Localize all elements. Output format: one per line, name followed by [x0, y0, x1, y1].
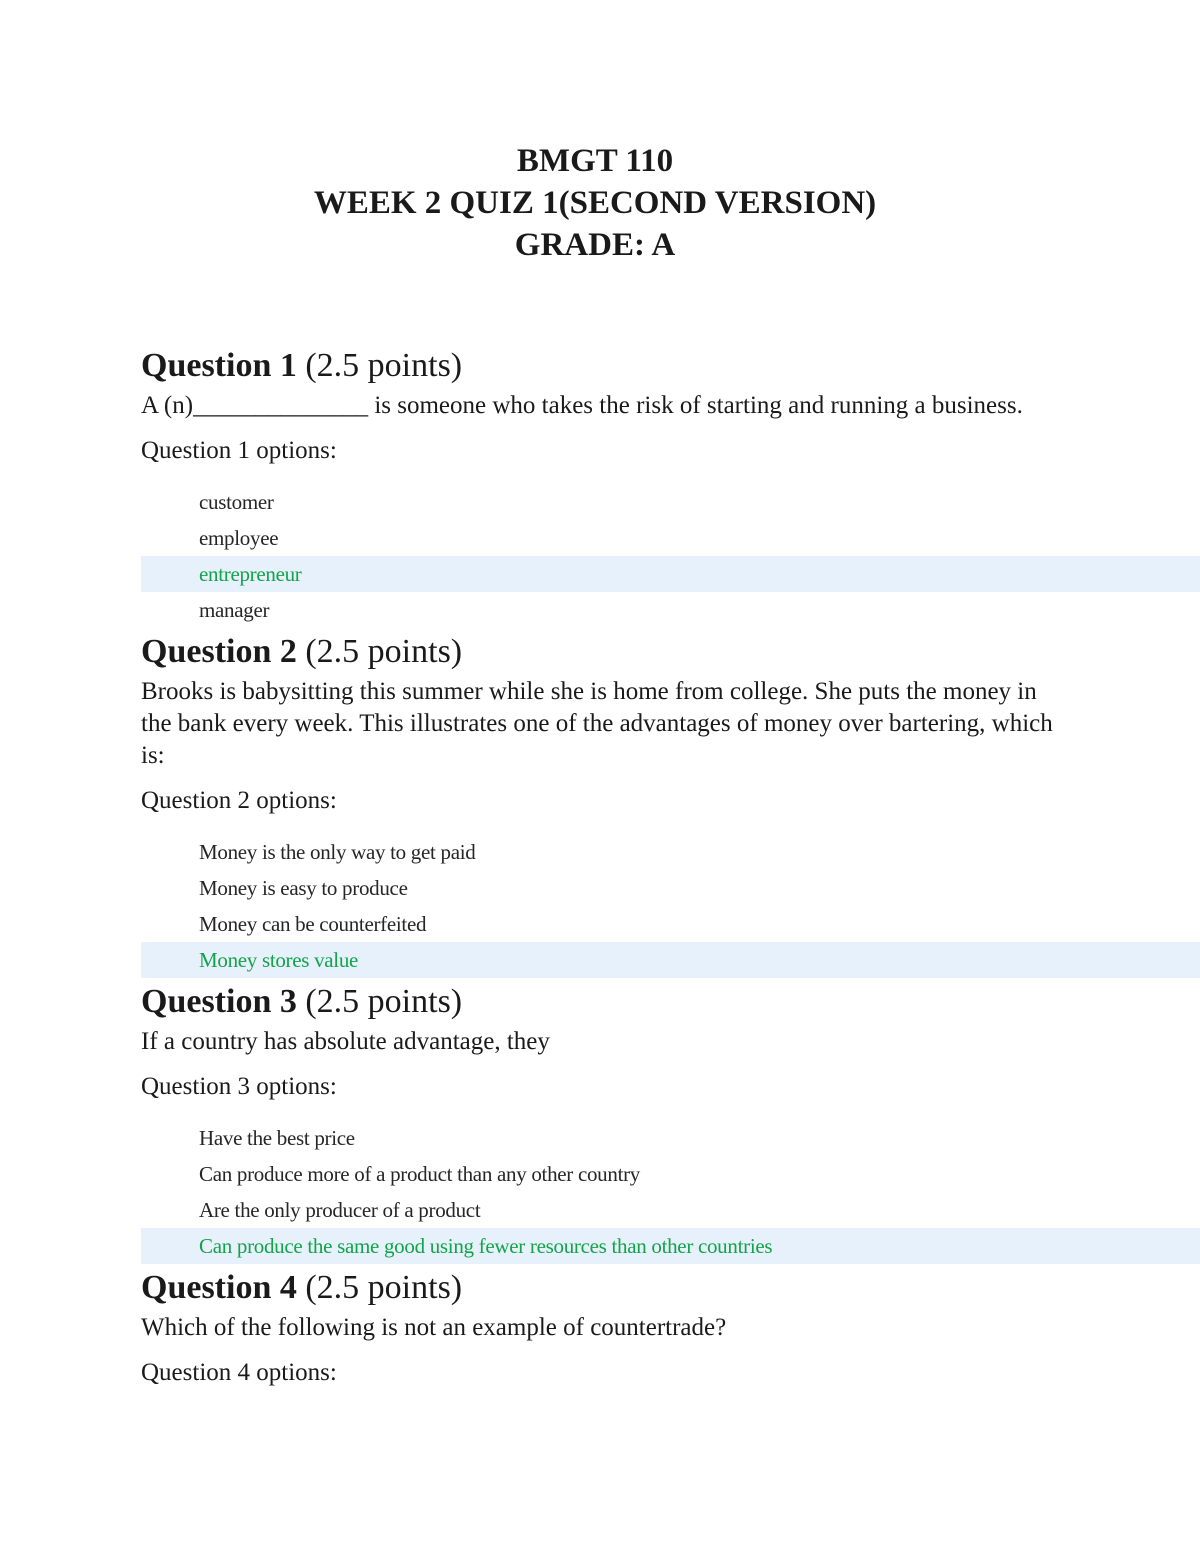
question-number: Question 3: [141, 983, 297, 1020]
option[interactable]: employee: [199, 526, 279, 550]
question-3: [141, 978, 1200, 1264]
question-points: (2.5 points): [305, 983, 463, 1020]
question-number: Question 2: [141, 633, 297, 670]
question-1: [141, 342, 1200, 628]
question-title: [141, 1264, 1200, 1312]
option-correct[interactable]: Can produce the same good using fewer resources than other countries: [141, 1228, 1200, 1264]
document-header: [0, 140, 1190, 266]
options-label: Question 4 options:: [141, 1359, 337, 1386]
question-title: [141, 628, 1200, 676]
options-list: [141, 834, 1200, 978]
option[interactable]: Money is easy to produce: [199, 876, 408, 900]
question-text: A (n)______________ is someone who takes the risk of starting and running a business.: [141, 392, 1023, 419]
question-text: If a country has absolute advantage, they: [141, 1028, 550, 1055]
option[interactable]: customer: [199, 490, 274, 514]
question-points: (2.5 points): [305, 1269, 463, 1306]
option-correct[interactable]: entrepreneur: [141, 556, 1200, 592]
option[interactable]: Have the best price: [199, 1126, 355, 1150]
question-4: [141, 1264, 1200, 1389]
option-correct[interactable]: Money stores value: [141, 942, 1200, 978]
quiz-content: [141, 342, 1200, 1406]
question-number: Question 1: [141, 347, 297, 384]
option[interactable]: Money is the only way to get paid: [199, 840, 476, 864]
quiz-title: WEEK 2 QUIZ 1(SECOND VERSION): [313, 185, 877, 221]
option[interactable]: Are the only producer of a product: [199, 1198, 481, 1222]
question-points: (2.5 points): [305, 347, 463, 384]
option[interactable]: Can produce more of a product than any other country: [199, 1162, 640, 1186]
options-label: Question 1 options:: [141, 437, 337, 464]
question-number: Question 4: [141, 1269, 297, 1306]
question-points: (2.5 points): [305, 633, 463, 670]
question-text: Which of the following is not an example of countertrade?: [141, 1314, 727, 1341]
question-2: [141, 628, 1200, 978]
question-text: Brooks is babysitting this summer while she is home from college. She puts the money in the bank every week. This illustrates one of the advantages of money over bartering, which is:: [141, 678, 1053, 769]
options-list: [141, 484, 1200, 628]
options-label: Question 3 options:: [141, 1073, 337, 1100]
grade-label: GRADE: A: [514, 227, 676, 263]
option[interactable]: manager: [199, 598, 270, 622]
course-code: BMGT 110: [516, 143, 674, 179]
options-list: [141, 1120, 1200, 1264]
option[interactable]: Money can be counterfeited: [199, 912, 427, 936]
question-title: [141, 342, 1200, 390]
question-title: [141, 978, 1200, 1026]
options-label: Question 2 options:: [141, 787, 337, 814]
